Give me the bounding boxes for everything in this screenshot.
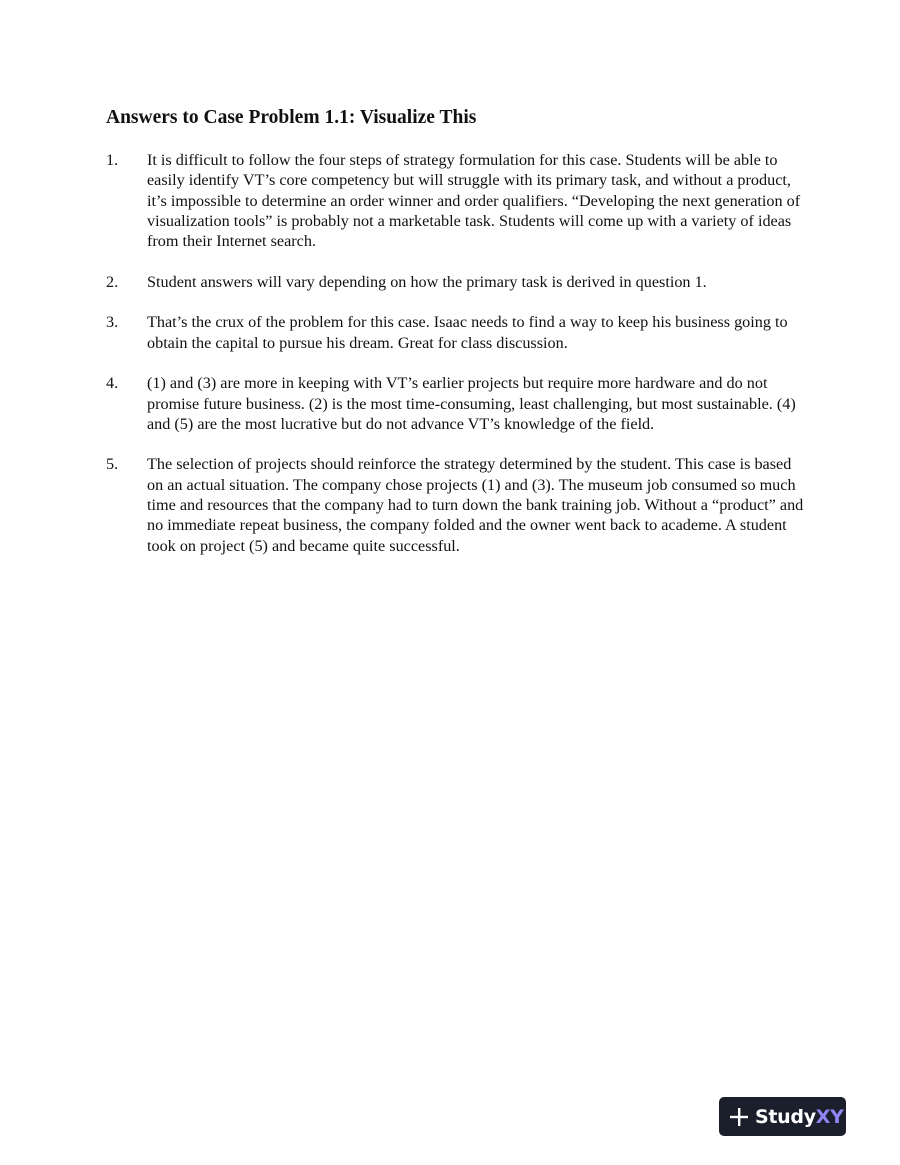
item-number: 4. [106, 374, 119, 393]
brand-main: Study [755, 1105, 816, 1128]
list-item [106, 373, 806, 434]
document-title: Answers to Case Problem 1.1: Visualize This [106, 107, 477, 128]
list-item [106, 312, 806, 353]
list-item [106, 272, 806, 292]
item-text: The selection of projects should reinforce the strategy determined by the student. This case is based on an actual situation. The company chose projects (1) and (3). The museum job consumed so much time and resources that the company had to turn down the bank training job. Without a “product” and no immediate repeat business, the company folded and the owner went back to academe. A student took on project (5) and became quite successful. [147, 455, 804, 555]
item-text: Student answers will vary depending on how the primary task is derived in question 1. [147, 272, 707, 291]
item-text: That’s the crux of the problem for this case. Isaac needs to find a way to keep his business going to obtain the capital to pursue his dream. Great for class discussion. [147, 313, 788, 352]
answers-list [106, 150, 806, 576]
item-number: 3. [106, 313, 119, 332]
brand-name [755, 1106, 844, 1128]
list-item [106, 454, 806, 555]
plus-icon [729, 1107, 749, 1127]
list-item [106, 150, 806, 251]
studyxy-watermark-badge[interactable] [719, 1097, 846, 1136]
item-number: 5. [106, 455, 119, 474]
item-number: 2. [106, 272, 119, 291]
item-number: 1. [106, 151, 119, 169]
item-text: (1) and (3) are more in keeping with VT’s earlier projects but require more hardware and do not promise future business. (2) is the most time-consuming, least challenging, but most sustainable. (4) and (5) are the most lucrative but do not advance VT’s knowledge of the field. [147, 374, 796, 433]
item-text: It is difficult to follow the four steps of strategy formulation for this case. Students will be able to easily identify VT’s core competency but will struggle with its primary task, and without a product, it’s impossible to determine an order winner and order qualifiers. “Developing the next generation of visualization tools” is probably not a marketable task. Students will come up with a variety of ideas from their Internet search. [147, 151, 801, 251]
brand-accent: XY [815, 1105, 844, 1128]
